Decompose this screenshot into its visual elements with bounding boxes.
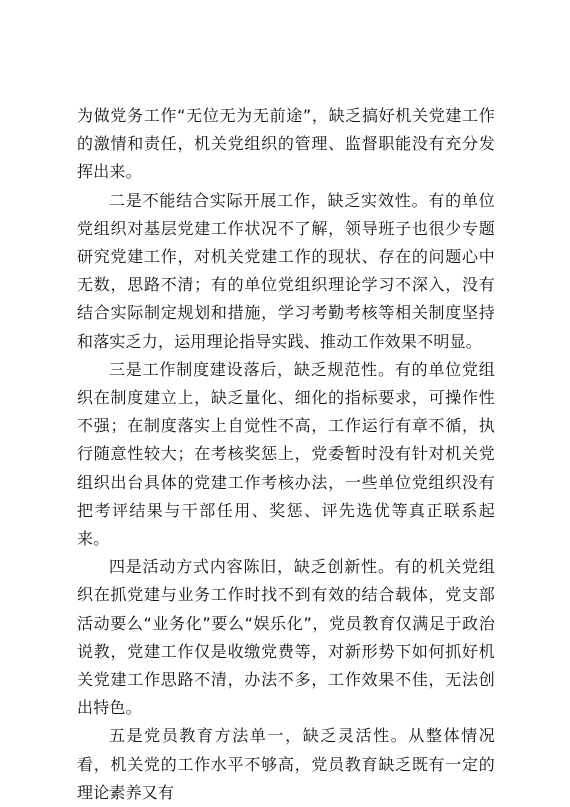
document-body: [77, 102, 495, 807]
paragraph-point-four: 四是活动方式内容陈旧，缺乏创新性。有的机关党组织在抓党建与业务工作时找不到有效的结合载体，党支部活动要么“业务化”要么“娱乐化”，党员教育仅满足于政治说教，党建工作仅是收缴党费等，对新形势下如何抓好机关党建工作思路不清，办法不多，工作效果不佳，无法创出特色。: [77, 557, 495, 718]
paragraph-continuation: 为做党务工作“无位无为无前途”，缺乏搞好机关党建工作的激情和责任，机关党组织的管理、监督职能没有充分发挥出来。: [77, 106, 495, 182]
paragraph-point-three: 三是工作制度建设落后，缺乏规范性。有的单位党组织在制度建立上，缺乏量化、细化的指标要求，可操作性不强；在制度落实上自觉性不高，工作运行有章不循，执行随意性较大；在考核奖惩上，党委暂时没有针对机关党组织出台具体的党建工作考核办法，一些单位党组织没有把考评结果与干部任用、奖惩、评先选优等真正联系起来。: [77, 359, 495, 549]
paragraph-point-two: 二是不能结合实际开展工作，缺乏实效性。有的单位党组织对基层党建工作状况不了解，领导班子也很少专题研究党建工作，对机关党建工作的现状、存在的问题心中无数，思路不清；有的单位党组织理论学习不深入，没有结合实际制定规划和措施，学习考勤考核等相关制度坚持和落实乏力，运用理论指导实践、推动工作效果不明显。: [77, 190, 495, 351]
paragraph-point-five: 五是党员教育方法单一，缺乏灵活性。从整体情况看，机关党的工作水平不够高，党员教育缺乏既有一定的理论素养又有: [77, 726, 495, 802]
